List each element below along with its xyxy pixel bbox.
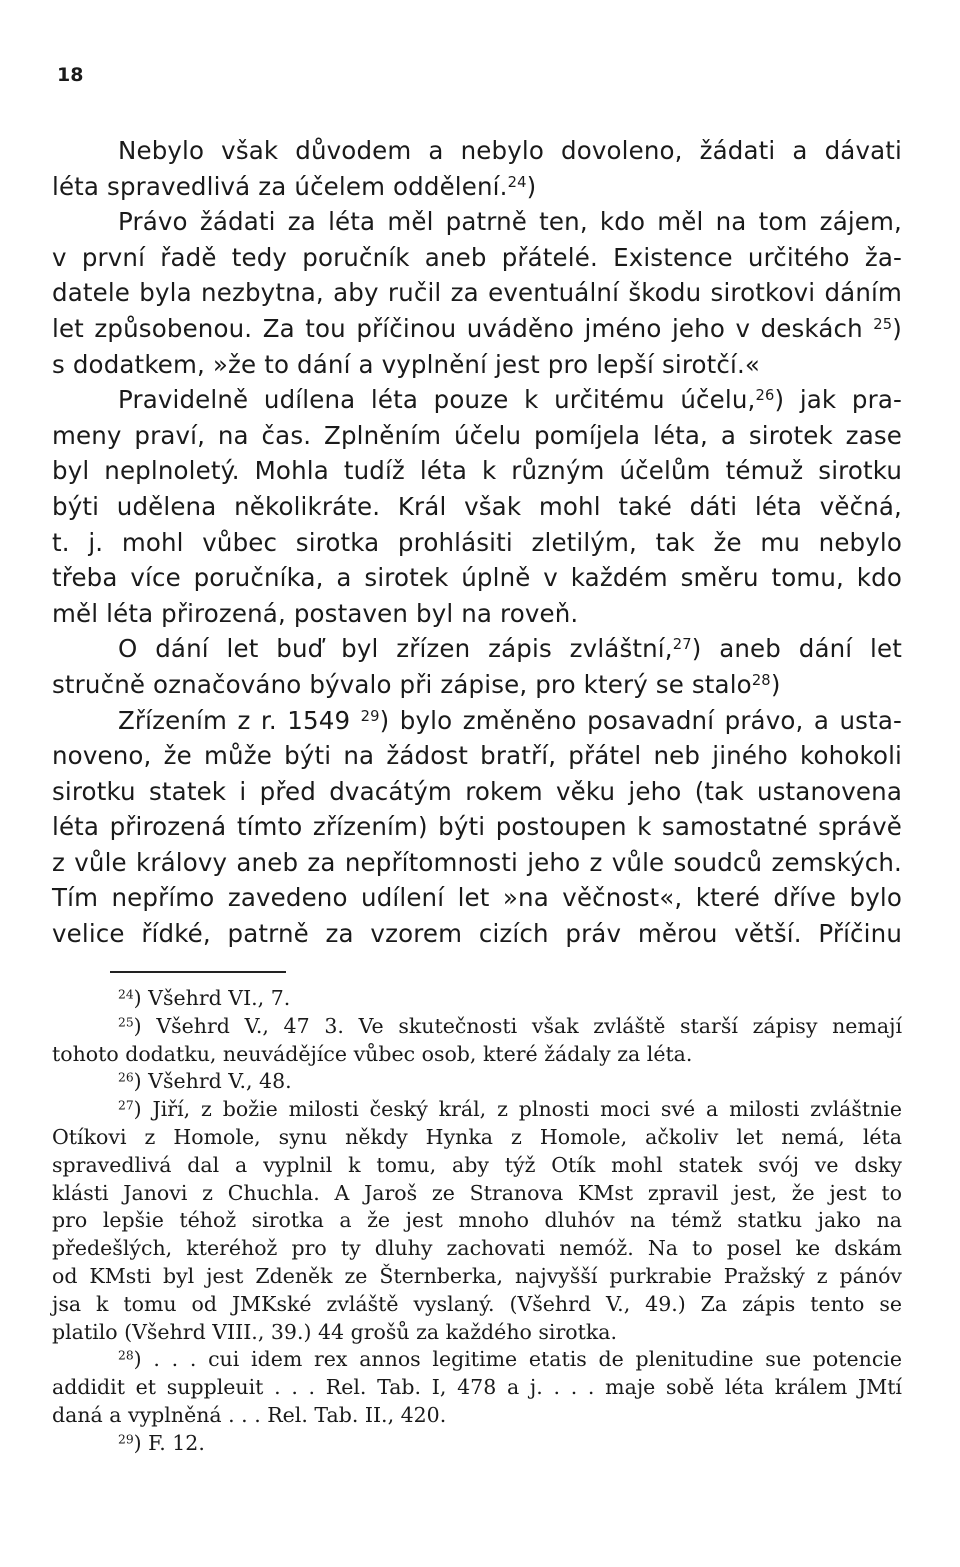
text-run: s dodatkem, »že to dání a vyplnění jest pro lepší sirotčí.« (52, 349, 761, 379)
text-run: ) F. 12. (133, 1430, 205, 1455)
text-run: t. j. mohl vůbec sirotka prohlásiti zletilým, tak že mu nebylo (52, 527, 902, 557)
footnote-reference: 26 (118, 1070, 134, 1085)
text-run: Pravidelně udílena léta pouze k určitému účelu, (118, 385, 756, 415)
footnote-reference: 25 (118, 1015, 134, 1030)
text-run: sirotku statek i před dvacátým rokem věku jeho (tak ustanovena (52, 776, 902, 806)
text-run: stručně označováno bývalo při zápise, pro který se stalo (52, 669, 752, 699)
text-run: ) aneb dání let (691, 634, 902, 664)
text-line (52, 204, 902, 240)
footnote-reference: 28 (118, 1348, 134, 1363)
text-run: datele byla nezbytna, aby ručil za eventuální škodu sirotkovi dáním (52, 278, 902, 308)
text-line (52, 667, 902, 703)
footnote-line (52, 1096, 902, 1124)
text-run: Otíkovi z Homole, synu někdy Hynka z Homole, ačkoliv let nemá, léta (52, 1124, 902, 1149)
footnotes (52, 985, 902, 1458)
text-line (52, 489, 902, 525)
text-run: tohoto dodatku, neuvádějíce vůbec osob, které žádaly za léta. (52, 1041, 693, 1066)
text-line (52, 133, 902, 169)
main-text (52, 133, 902, 952)
footnote-reference: 29 (360, 707, 380, 725)
text-run: ) Všehrd V., 48. (133, 1069, 292, 1094)
text-run: třeba více poručníka, a sirotek úplně v každém směru tomu, kdo (52, 563, 902, 593)
text-run: ) Všehrd VI., 7. (133, 986, 291, 1010)
text-line (52, 880, 902, 916)
footnote-line (52, 1041, 902, 1069)
text-line (52, 916, 902, 952)
text-run: Zřízením z r. 1549 (118, 705, 361, 735)
text-run: ) Všehrd V., 47 3. Ve skutečnosti však zvláště starší zápisy nemají (133, 1013, 902, 1038)
text-run: velice řídké, patrně za vzorem cizích práv měrou větší. Příčinu (52, 919, 902, 949)
text-line (52, 311, 902, 347)
text-line (52, 382, 902, 418)
text-run: addidit et suppleuit . . . Rel. Tab. I, 478 a j. . . . maje sobě léta králem JMtí (52, 1375, 902, 1400)
page-number: 18 (57, 64, 84, 86)
text-line (52, 703, 902, 739)
text-run: v první řadě tedy poručník aneb přátelé. Existence určitého ža- (52, 242, 902, 272)
footnote-line (52, 1263, 902, 1291)
text-run: noveno, že může býti na žádost bratří, přátel neb jiného kohokoli (52, 741, 902, 771)
footnote-line (52, 1152, 902, 1180)
footnote-line (52, 1346, 902, 1374)
footnote-reference: 29 (118, 1432, 134, 1446)
text-run: spravedlivá dal a vyplnil k tomu, aby týž Otík mohl statek svój ve dsky (52, 1152, 902, 1177)
text-line (52, 774, 902, 810)
text-line (52, 631, 902, 667)
text-line (52, 596, 902, 632)
text-line (52, 453, 902, 489)
footnote-line (52, 1207, 902, 1235)
text-line (52, 418, 902, 454)
text-run: ) jak pra- (774, 385, 903, 415)
text-run: daná a vyplněná . . . Rel. Tab. II., 420. (52, 1402, 447, 1427)
footnote-reference: 27 (672, 636, 692, 654)
text-run: ) bylo změněno posavadní právo, a usta- (379, 705, 902, 735)
text-line (52, 347, 902, 383)
text-run: Nebylo však důvodem a nebylo dovoleno, žádati a dávati (118, 136, 902, 165)
text-run: Tím nepřímo zavedeno udílení let »na věčnost«, které dříve bylo (52, 883, 902, 913)
text-run: ) (770, 669, 781, 699)
text-line (52, 560, 902, 596)
text-line (52, 169, 902, 205)
footnote-reference: 24 (507, 173, 527, 191)
text-run: let způsobenou. Za tou příčinou uváděno jméno jeho v deskách (52, 313, 874, 343)
footnote-line (52, 1068, 902, 1096)
footnote-line (52, 1402, 902, 1430)
text-run: meny praví, na čas. Zplněním účelu pomíjela léta, a sirotek zase (52, 420, 902, 450)
text-line (52, 275, 902, 311)
text-run: léta přirozená tímto zřízením) býti postoupen k samostatné správě (52, 812, 902, 842)
footnote-line (52, 985, 902, 1013)
footnote-reference: 27 (118, 1098, 134, 1113)
text-run: ) (526, 171, 537, 201)
footnote-line (52, 1013, 902, 1041)
text-line (52, 525, 902, 561)
text-run: z vůle královy aneb za nepřítomnosti jeho z vůle soudců zemských. (52, 847, 902, 877)
text-run: býti udělena několikráte. Král však mohl také dáti léta věčná, (52, 491, 902, 521)
text-run: léta spravedlivá za účelem oddělení. (52, 171, 508, 201)
text-run: ) (892, 313, 902, 343)
text-run: měl léta přirozená, postaven byl na roveň. (52, 598, 579, 628)
text-run: ) . . . cui idem rex annos legitime etatis de plenitudine sue potencie (133, 1347, 902, 1372)
footnote-line (52, 1291, 902, 1319)
footnote-line (52, 1430, 902, 1458)
text-run: Právo žádati za léta měl patrně ten, kdo měl na tom zájem, (118, 207, 902, 237)
text-line (52, 809, 902, 845)
footnote-line (52, 1124, 902, 1152)
footnote-reference: 26 (755, 387, 775, 405)
text-run: byl neplnoletý. Mohla tudíž léta k různým účelům témuž sirotku (52, 456, 902, 486)
text-run: platilo (Všehrd VIII., 39.) 44 grošů za každého sirotka. (52, 1319, 617, 1344)
footnote-separator (110, 971, 286, 973)
footnote-line (52, 1235, 902, 1263)
text-run: klásti Janovi z Chuchla. A Jaroš ze Stranova KMst zpravil jest, že jest to (52, 1180, 902, 1205)
text-line (52, 845, 902, 881)
text-run: jsa k tomu od JMKské zvláště vyslaný. (Všehrd V., 49.) Za zápis tento se (52, 1291, 902, 1316)
footnote-reference: 25 (873, 315, 893, 333)
footnote-reference: 28 (751, 671, 771, 689)
footnote-line (52, 1180, 902, 1208)
text-run: ) Jiří, z božie milosti český král, z plnosti moci své a milosti zvláštnie (133, 1097, 902, 1122)
footnote-line (52, 1319, 902, 1347)
text-run: pro lepšie téhož sirotka a že jest mnoho dluhóv na témž statku jako na (52, 1208, 902, 1233)
text-run: O dání let buď byl zřízen zápis zvláštní, (118, 634, 673, 664)
text-line (52, 240, 902, 276)
footnote-reference: 24 (118, 987, 134, 1002)
text-run: od KMsti byl jest Zdeněk ze Šternberka, najvyšší purkrabie Pražský z pánóv (52, 1263, 902, 1288)
text-line (52, 738, 902, 774)
text-run: předešlých, kteréhož pro ty dluhy zachovati nemóž. Na to posel ke dskám (52, 1236, 902, 1261)
footnote-line (52, 1374, 902, 1402)
